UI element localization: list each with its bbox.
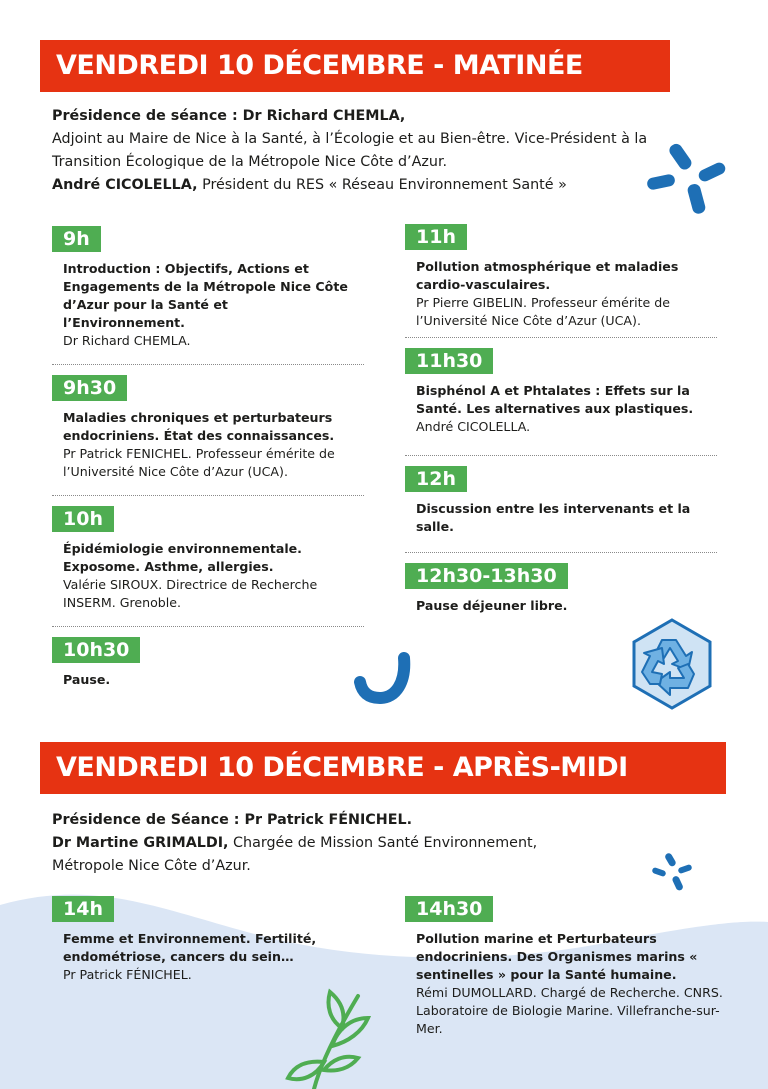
session-title: Épidémiologie environnementale. Exposome. Asthme, allergies. [63,541,302,574]
session-title: Pollution atmosphérique et maladies cardio-vasculaires. [416,259,679,292]
session-9h [52,226,352,350]
session-title: Pause déjeuner libre. [416,598,568,613]
session-10h [52,506,364,612]
session-title: Pause. [63,672,111,687]
session-11h [405,224,725,330]
time-badge: 10h30 [52,637,140,663]
session-9h30 [52,375,364,481]
time-badge: 12h [405,466,467,492]
time-badge: 11h [405,224,467,250]
session-14h30 [405,896,725,1038]
session-11h30 [405,348,725,436]
afternoon-chair-label: Présidence de Séance : Pr Patrick FÉNICHEL. [52,812,413,828]
leaf-branch-icon [284,986,384,1089]
time-badge: 12h30-13h30 [405,563,568,589]
time-badge: 9h30 [52,375,127,401]
morning-cochair-role: Président du RES « Réseau Environnement Santé » [197,177,567,193]
session-title: Introduction : Objectifs, Actions et Engagements de la Métropole Nice Côte d’Azur pour la Santé et l’Environnement. [63,261,348,330]
divider [52,626,364,627]
session-speaker: Pr Pierre GIBELIN. Professeur émérite de l’Université Nice Côte d’Azur (UCA). [416,295,671,328]
morning-chairs [52,105,662,197]
afternoon-cochair-name: Dr Martine GRIMALDI, [52,835,229,851]
time-badge: 10h [52,506,114,532]
afternoon-cochair-role: Chargée de Mission Santé Environnement, Métropole Nice Côte d’Azur. [52,835,538,874]
session-title: Maladies chroniques et perturbateurs endocriniens. État des connaissances. [63,410,335,443]
session-title: Femme et Environnement. Fertilité, endométriose, cancers du sein… [63,931,317,964]
divider [405,337,717,338]
divider [405,455,717,456]
recycle-icon [624,616,720,712]
divider [52,364,364,365]
afternoon-banner: VENDREDI 10 DÉCEMBRE - APRÈS-MIDI [40,742,726,794]
session-speaker: Rémi DUMOLLARD. Chargé de Recherche. CNRS. Laboratoire de Biologie Marine. Villefranche-sur-Mer. [416,985,723,1036]
time-badge: 9h [52,226,101,252]
time-badge: 14h [52,896,114,922]
morning-banner: VENDREDI 10 DÉCEMBRE - MATINÉE [40,40,670,92]
session-title: Discussion entre les intervenants et la salle. [416,501,691,534]
session-title: Bisphénol A et Phtalates : Effets sur la Santé. Les alternatives aux plastiques. [416,383,694,416]
session-speaker: Dr Richard CHEMLA. [63,333,191,348]
morning-chair-role: Adjoint au Maire de Nice à la Santé, à l’Écologie et au Bien-être. Vice-Président à la Transition Écologique de la Métropole Nice Côte d’Azur. [52,131,648,170]
time-badge: 14h30 [405,896,493,922]
sparkle-icon [650,852,694,892]
session-speaker: André CICOLELLA. [416,419,531,434]
session-speaker: Pr Patrick FENICHEL. Professeur émérite de l’Université Nice Côte d’Azur (UCA). [63,446,335,479]
session-speaker: Valérie SIROUX. Directrice de Recherche INSERM. Grenoble. [63,577,318,610]
afternoon-chairs [52,809,612,878]
sparkle-icon [644,140,728,216]
morning-cochair-name: André CICOLELLA, [52,177,198,193]
session-title: Pollution marine et Perturbateurs endocriniens. Des Organismes marins « sentinelles » pour la Santé humaine. [416,931,698,982]
divider [52,495,364,496]
hook-shape-icon [352,652,418,708]
morning-chair-label: Présidence de séance : Dr Richard CHEMLA, [52,108,406,124]
time-badge: 11h30 [405,348,493,374]
divider [405,552,717,553]
session-12h30 [405,563,725,615]
session-10h30 [52,637,364,689]
session-14h [52,896,352,984]
session-speaker: Pr Patrick FÉNICHEL. [63,967,192,982]
session-12h [405,466,705,536]
